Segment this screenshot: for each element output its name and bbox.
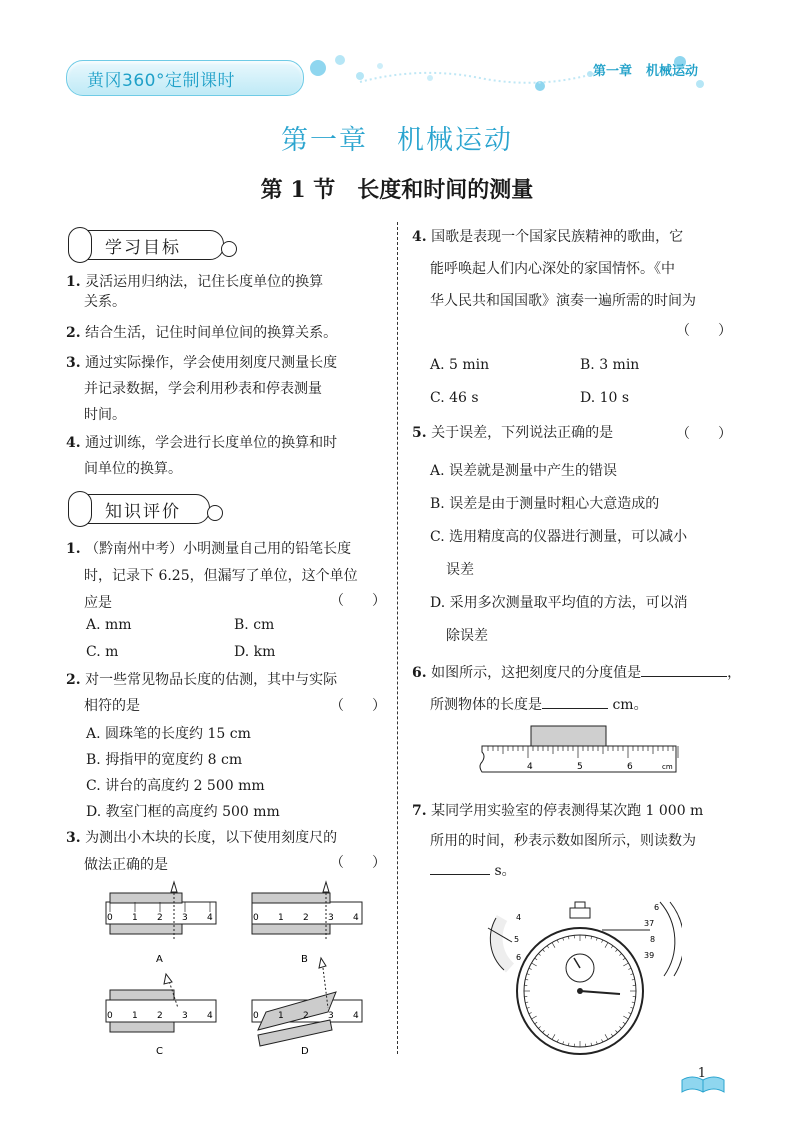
- q2-options: A. 圆珠笔的长度约 15 cm B. 拇指甲的宽度约 8 cm C. 讲台的高度约 2 500 mm D. 教室门框的高度约 500 mm: [86, 726, 280, 820]
- answer-blank-1: [641, 676, 727, 677]
- section-title: 第 1 节 长度和时间的测量: [260, 177, 534, 203]
- header-badge: [66, 60, 304, 96]
- question-7: 7. 某同学用实验室的停表测得某次跑 1 000 m 所用的时间，秒表示数如图所示，则读数为 s。: [412, 803, 704, 879]
- figure-label-b: B: [301, 954, 308, 965]
- chapter-title: 第一章 机械运动: [281, 125, 513, 156]
- goal-item-1: 1. 灵活运用归纳法，记住长度单位的换算 关系。: [66, 274, 324, 310]
- svg-text:2: 2: [303, 913, 309, 923]
- answer-blank-2: [542, 708, 608, 709]
- figure-label-d: D: [301, 1046, 309, 1057]
- figure-label-a: A: [156, 954, 163, 965]
- q3-ruler-figures: [100, 880, 370, 1060]
- figure-label-c: C: [156, 1046, 163, 1057]
- eval-tag: 知识评价: [70, 494, 210, 524]
- svg-text:2: 2: [303, 1011, 309, 1021]
- question-1: 1. （黔南州中考）小明测量自己用的铅笔长度 时，记录下 6.25，但漏写了单位，这个单位 应是: [66, 541, 358, 611]
- q1-option-b: B. cm: [234, 617, 275, 633]
- svg-text:3: 3: [328, 913, 334, 923]
- small-dial-5: 5: [514, 935, 520, 944]
- answer-paren-5: （ ）: [676, 426, 732, 442]
- ruler-unit: cm: [662, 763, 673, 771]
- svg-text:1: 1: [278, 1011, 284, 1021]
- question-4: 4. 国歌是表现一个国家民族精神的歌曲，它 能呼唤起人们内心深处的家国情怀。《中 华人民共和国国歌》演奏一遍所需的时间为: [412, 229, 696, 309]
- svg-text:2: 2: [157, 913, 163, 923]
- big-dial-6: 6: [654, 903, 660, 912]
- header-chapter: 第一章 机械运动: [592, 64, 698, 79]
- svg-text:0: 0: [253, 913, 259, 923]
- svg-text:3: 3: [182, 913, 188, 923]
- svg-text:3: 3: [328, 1011, 334, 1021]
- header-badge-text: 黄冈360°定制课时: [87, 71, 235, 91]
- q1-option-c: C. m: [86, 644, 119, 660]
- q5-options: A. 误差就是测量中产生的错误 B. 误差是由于测量时粗心大意造成的 C. 选用精度高的仪器进行测量，可以减小 误差 D. 采用多次测量取平均值的方法，可以消 除误差: [430, 463, 688, 644]
- small-dial-6: 6: [516, 953, 522, 962]
- answer-paren-4: （ ）: [676, 323, 732, 339]
- svg-text:1: 1: [132, 1011, 138, 1021]
- q4-option-d: D. 10 s: [580, 390, 630, 406]
- svg-text:1: 1: [132, 913, 138, 923]
- ruler-label-5: 5: [577, 762, 583, 772]
- svg-text:0: 0: [107, 1011, 113, 1021]
- goal-item-3: 3. 通过实际操作，学会使用刻度尺测量长度 并记录数据，学会利用秒表和停表测量 时间。: [66, 355, 338, 423]
- answer-paren-1: （ ）: [330, 593, 386, 609]
- big-dial-8: 8: [650, 935, 656, 944]
- figure-d: [252, 958, 362, 1057]
- figure-a: [106, 882, 216, 965]
- q6-ruler-figure: [476, 724, 686, 782]
- goal-item-4: 4. 通过训练，学会进行长度单位的换算和时 间单位的换算。: [66, 435, 338, 477]
- big-dial-39: 39: [644, 951, 655, 960]
- svg-text:1: 1: [278, 913, 284, 923]
- column-divider: [397, 222, 398, 1054]
- small-dial-4: 4: [516, 913, 522, 922]
- svg-text:4: 4: [207, 1011, 213, 1021]
- question-3: 3. 为测出小木块的长度，以下使用刻度尺的 做法正确的是: [66, 830, 338, 873]
- answer-paren-3: （ ）: [330, 855, 386, 871]
- question-2: 2. 对一些常见物品长度的估测，其中与实际 相符的是: [66, 672, 338, 714]
- ruler-label-4: 4: [527, 762, 533, 772]
- svg-text:4: 4: [207, 913, 213, 923]
- goals-tag: 学习目标: [70, 230, 224, 260]
- big-dial-37: 37: [644, 919, 655, 928]
- svg-text:4: 4: [353, 913, 359, 923]
- svg-text:3: 3: [182, 1011, 188, 1021]
- q7-stopwatch-figure: [482, 896, 682, 1061]
- page-number: 1: [697, 1066, 706, 1081]
- ruler-label-6: 6: [627, 762, 633, 772]
- answer-blank-3: [430, 874, 490, 875]
- question-5: 5. 关于误差，下列说法正确的是: [412, 425, 614, 441]
- goal-item-2: 2. 结合生活，记住时间单位间的换算关系。: [66, 325, 338, 341]
- figure-b: [252, 882, 362, 965]
- q4-option-b: B. 3 min: [580, 357, 640, 373]
- svg-text:0: 0: [107, 913, 113, 923]
- svg-text:2: 2: [157, 1011, 163, 1021]
- figure-c: [106, 974, 216, 1057]
- q1-option-d: D. km: [234, 644, 276, 660]
- q1-option-a: A. mm: [86, 617, 132, 633]
- svg-text:0: 0: [253, 1011, 259, 1021]
- svg-text:4: 4: [353, 1011, 359, 1021]
- question-6: 6. 如图所示，这把刻度尺的分度值是 ， 所测物体的长度是 cm。: [412, 665, 742, 713]
- q4-option-c: C. 46 s: [430, 390, 479, 406]
- answer-paren-2: （ ）: [330, 698, 386, 714]
- q4-option-a: A. 5 min: [430, 357, 490, 373]
